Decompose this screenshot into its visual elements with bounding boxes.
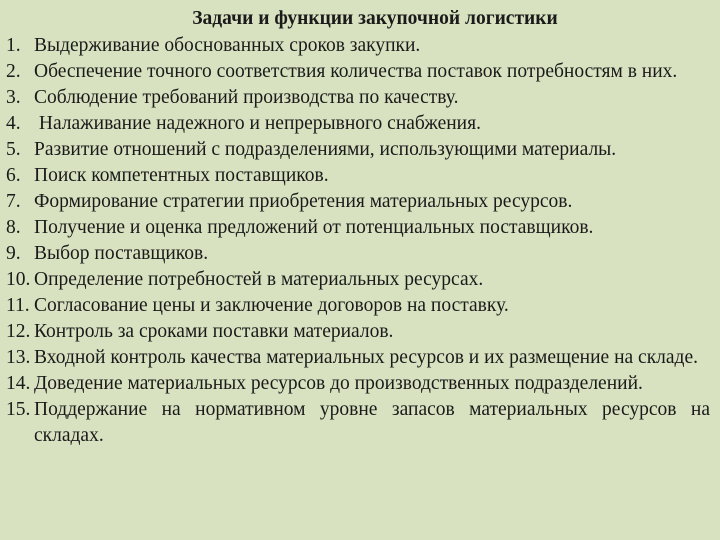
list-item: [6, 397, 710, 449]
list-item-number: 11.: [6, 295, 30, 316]
list-item: [6, 111, 710, 137]
list-item-text: Выдерживание обоснованных сроков закупки.: [34, 35, 421, 56]
list-item-text: Поиск компетентных поставщиков.: [34, 165, 329, 186]
list-item-text: Контроль за сроками поставки материалов.: [34, 321, 394, 342]
list-item-number: 4.: [6, 113, 21, 134]
list-item: [6, 33, 710, 59]
list-item-text: Формирование стратегии приобретения материальных ресурсов.: [34, 191, 573, 212]
list-item-number: 2.: [6, 61, 21, 82]
list-item-number: 7.: [6, 191, 21, 212]
list-item-text: Соблюдение требований производства по качеству.: [34, 87, 459, 108]
list-item-number: 1.: [6, 35, 21, 56]
list-item-text: Налаживание надежного и непрерывного снабжения.: [34, 113, 481, 134]
list-item: [6, 267, 710, 293]
list-item-number: 5.: [6, 139, 21, 160]
page-title: Задачи и функции закупочной логистики: [192, 8, 558, 29]
list-item-number: 8.: [6, 217, 21, 238]
list-item: [6, 345, 710, 371]
list-item-number: 10.: [6, 269, 31, 290]
list-item: [6, 85, 710, 111]
list-item: [6, 241, 710, 267]
list-item: [6, 59, 710, 85]
list-item-number: 3.: [6, 87, 21, 108]
list-item-number: 14.: [6, 373, 31, 394]
list-item: [6, 137, 710, 163]
list-item: [6, 163, 710, 189]
list-item: [6, 189, 710, 215]
list-item: [6, 371, 710, 397]
list-item-number: 12.: [6, 321, 31, 342]
list-item-text: Определение потребностей в материальных ресурсах.: [34, 269, 484, 290]
list-item: [6, 319, 710, 345]
list-item-text: Поддержание на нормативном уровне запасов материальных ресурсов на складах.: [34, 399, 710, 446]
list-item-text: Получение и оценка предложений от потенциальных поставщиков.: [34, 217, 594, 238]
list-item: [6, 293, 710, 319]
list-item-text: Согласование цены и заключение договоров на поставку.: [34, 295, 509, 316]
list-item-number: 6.: [6, 165, 21, 186]
list-item-number: 15.: [6, 399, 31, 420]
list-item-text: Входной контроль качества материальных ресурсов и их размещение на складе.: [34, 347, 698, 368]
list-item: [6, 215, 710, 241]
list-item-text: Обеспечение точного соответствия количества поставок потребностям в них.: [34, 61, 678, 82]
list-item-text: Выбор поставщиков.: [34, 243, 209, 264]
list-item-text: Доведение материальных ресурсов до производственных подразделений.: [34, 373, 643, 394]
list-item-number: 9.: [6, 243, 21, 264]
list-item-text: Развитие отношений с подразделениями, использующими материалы.: [34, 139, 617, 160]
task-list: [6, 33, 710, 449]
list-item-number: 13.: [6, 347, 31, 368]
